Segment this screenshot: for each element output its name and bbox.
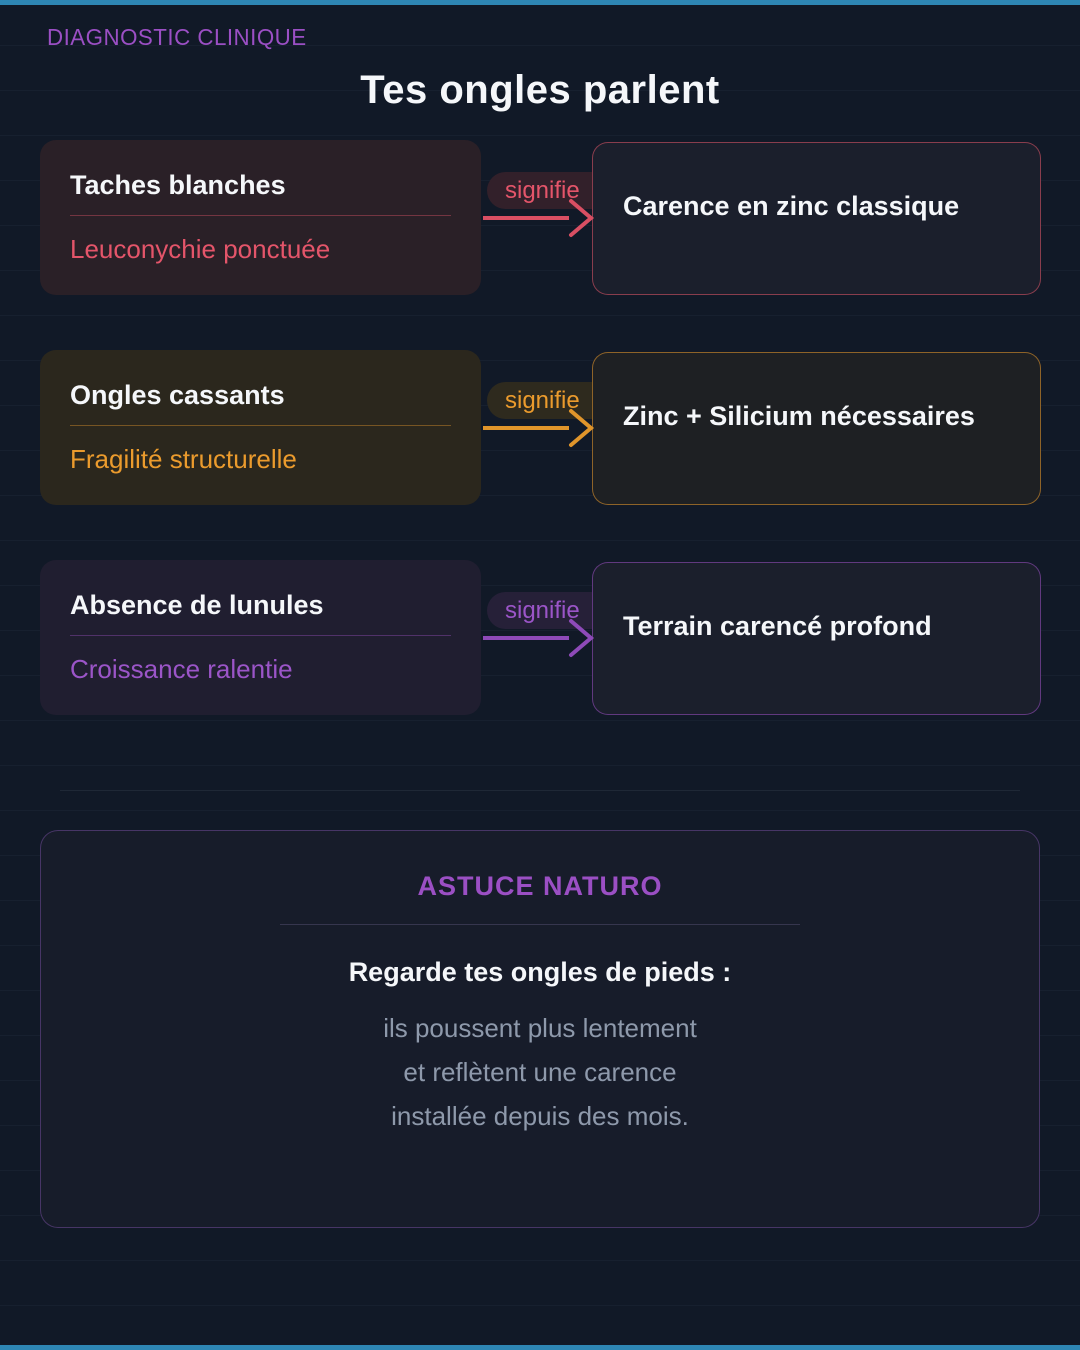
connector-label-pill: signifie	[487, 592, 652, 629]
symptom-detail: Leuconychie ponctuée	[70, 234, 331, 264]
symptom-title: Taches blanches	[70, 170, 286, 200]
symptom-card	[40, 350, 481, 505]
meaning-title: Carence en zinc classique	[623, 191, 960, 221]
meaning-title: Zinc + Silicium nécessaires	[623, 401, 975, 431]
diagnosis-row-absence-lunules	[40, 560, 1041, 715]
tip-card	[40, 830, 1040, 1228]
diagnosis-row-ongles-cassants	[40, 350, 1041, 505]
symptom-title: Absence de lunules	[70, 590, 324, 620]
arrow-right-icon	[481, 406, 599, 450]
tip-line: ils poussent plus lentement	[383, 1013, 697, 1043]
symptom-detail: Croissance ralentie	[70, 654, 293, 684]
symptom-title: Ongles cassants	[70, 380, 285, 410]
page-title: Tes ongles parlent	[360, 68, 720, 112]
bottom-accent-bar	[0, 1345, 1080, 1350]
connector-label-pill: signifie	[487, 172, 652, 209]
meaning-card	[592, 562, 1041, 715]
symptom-card	[40, 140, 481, 295]
symptom-detail: Fragilité structurelle	[70, 444, 297, 474]
meaning-card	[592, 142, 1041, 295]
meaning-card	[592, 352, 1041, 505]
symptom-divider	[70, 215, 451, 216]
symptom-card	[40, 560, 481, 715]
symptom-divider	[70, 635, 451, 636]
tip-line: installée depuis des mois.	[391, 1101, 689, 1131]
tip-title: ASTUCE NATURO	[417, 871, 663, 901]
section-divider	[60, 790, 1020, 791]
top-accent-bar	[0, 0, 1080, 5]
arrow-right-icon	[481, 196, 599, 240]
tip-body	[41, 1006, 1039, 1138]
symptom-divider	[70, 425, 451, 426]
diagnosis-row-taches-blanches	[40, 140, 1041, 295]
tip-title-divider	[280, 924, 800, 925]
tip-line: et reflètent une carence	[403, 1057, 677, 1087]
eyebrow-label: DIAGNOSTIC CLINIQUE	[47, 24, 307, 50]
connector-label-pill: signifie	[487, 382, 652, 419]
arrow-right-icon	[481, 616, 599, 660]
meaning-title: Terrain carencé profond	[623, 611, 932, 641]
tip-highlight: Regarde tes ongles de pieds :	[348, 957, 732, 987]
